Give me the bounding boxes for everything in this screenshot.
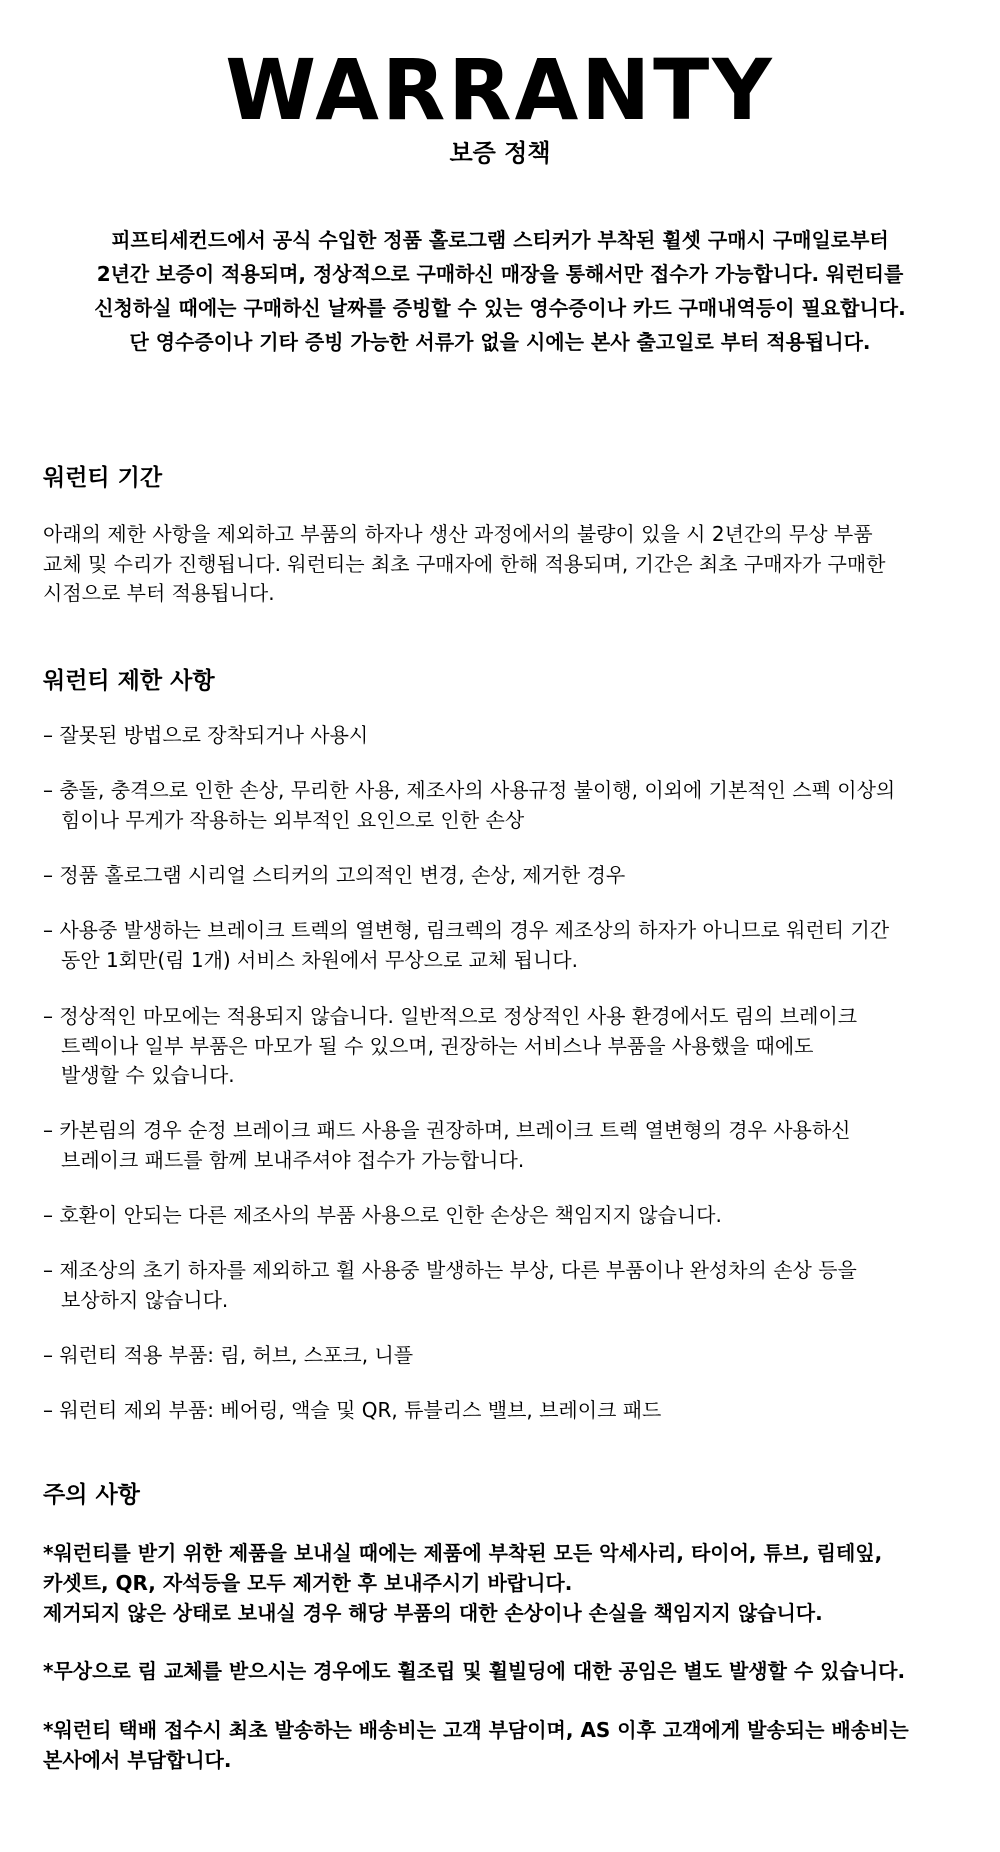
period-heading: 워런티 기간 xyxy=(43,465,163,491)
limit-line: – 사용중 발생하는 브레이크 트렉의 열변형, 림크렉의 경우 제조상의 하자가 아니므로 워런티 기간 xyxy=(43,918,890,942)
period-line: 아래의 제한 사항을 제외하고 부품의 하자나 생산 과정에서의 불량이 있을 시 2년간의 무상 부품 xyxy=(43,522,873,546)
intro-line: 2년간 보증이 적용되며, 정상적으로 구매하신 매장을 통해서만 접수가 가능합니다. 워런티를 xyxy=(96,262,904,286)
caution-note xyxy=(43,1715,909,1775)
intro-line: 신청하실 때에는 구매하신 날짜를 증빙할 수 있는 영수증이나 카드 구매내역등이 필요합니다. xyxy=(94,296,906,320)
limit-line: – 카본림의 경우 순정 브레이크 패드 사용을 권장하며, 브레이크 트렉 열변형의 경우 사용하신 xyxy=(43,1118,851,1142)
limit-line: – 잘못된 방법으로 장착되거나 사용시 xyxy=(43,723,369,747)
limit-line: – 워런티 적용 부품: 림, 허브, 스포크, 니플 xyxy=(43,1343,414,1367)
period-line: 교체 및 수리가 진행됩니다. 워런티는 최초 구매자에 한해 적용되며, 기간은 최초 구매자가 구매한 xyxy=(43,551,886,576)
limit-line: 트렉이나 일부 부품은 마모가 될 수 있으며, 권장하는 서비스나 부품을 사용했을 때에도 xyxy=(61,1033,814,1058)
limit-line: – 워런티 제외 부품: 베어링, 액슬 및 QR, 튜블리스 밸브, 브레이크 패드 xyxy=(43,1398,662,1422)
limit-item xyxy=(43,916,889,975)
intro-line: 피프티세컨드에서 공식 수입한 정품 홀로그램 스티커가 부착된 휠셋 구매시 구매일로부터 xyxy=(111,228,889,252)
intro-paragraph xyxy=(40,223,960,359)
limit-item xyxy=(43,776,895,835)
intro-line: 단 영수증이나 기타 증빙 가능한 서류가 없을 시에는 본사 출고일로 부터 적용됩니다. xyxy=(129,330,871,354)
caution-heading: 주의 사항 xyxy=(43,1482,140,1508)
period-body xyxy=(43,520,983,609)
caution-note xyxy=(43,1656,905,1686)
limits-heading: 워런티 제한 사항 xyxy=(43,668,215,694)
page-title: WARRANTY xyxy=(225,41,775,139)
period-section xyxy=(43,463,983,493)
caution-line: 제거되지 않은 상태로 보내실 경우 해당 부품의 대한 손상이나 손실을 책임지지 않습니다. xyxy=(43,1601,823,1625)
limit-line: 힘이나 무게가 작용하는 외부적인 요인으로 인한 손상 xyxy=(61,807,525,832)
caution-note xyxy=(43,1538,882,1628)
period-line: 시점으로 부터 적용됩니다. xyxy=(43,581,275,605)
limit-item xyxy=(43,721,368,751)
limit-line: 브레이크 패드를 함께 보내주셔야 접수가 가능합니다. xyxy=(61,1147,525,1172)
limit-item xyxy=(43,1116,851,1175)
limit-item xyxy=(43,861,625,891)
limit-line: 동안 1회만(림 1개) 서비스 차원에서 무상으로 교체 됩니다. xyxy=(61,947,578,972)
caution-section xyxy=(43,1480,983,1510)
limit-item xyxy=(43,1396,661,1426)
limit-item xyxy=(43,1341,413,1371)
limit-line: 발생할 수 있습니다. xyxy=(61,1063,235,1087)
page-subtitle: 보증 정책 xyxy=(449,139,551,167)
caution-line: 카셋트, QR, 자석등을 모두 제거한 후 보내주시기 바랍니다. xyxy=(43,1571,573,1595)
limit-line: 보상하지 않습니다. xyxy=(61,1287,229,1312)
limit-line: – 호환이 안되는 다른 제조사의 부품 사용으로 인한 손상은 책임지지 않습니다. xyxy=(43,1203,722,1227)
limit-item xyxy=(43,1201,722,1231)
limit-line: – 정품 홀로그램 시리얼 스티커의 고의적인 변경, 손상, 제거한 경우 xyxy=(43,863,626,887)
limit-line: – 충돌, 충격으로 인한 손상, 무리한 사용, 제조사의 사용규정 불이행, 이외에 기본적인 스펙 이상의 xyxy=(43,778,896,802)
caution-line: 본사에서 부담합니다. xyxy=(43,1748,232,1772)
caution-line: *무상으로 림 교체를 받으시는 경우에도 휠조립 및 휠빌딩에 대한 공임은 별도 발생할 수 있습니다. xyxy=(43,1659,906,1683)
limit-line: – 정상적인 마모에는 적용되지 않습니다. 일반적으로 정상적인 사용 환경에서도 림의 브레이크 xyxy=(43,1004,858,1028)
limit-item xyxy=(43,1002,857,1091)
limits-section xyxy=(43,666,983,696)
limit-item xyxy=(43,1256,857,1315)
caution-line: *워런티 택배 접수시 최초 발송하는 배송비는 고객 부담이며, AS 이후 고객에게 발송되는 배송비는 xyxy=(43,1718,909,1742)
caution-line: *워런티를 받기 위한 제품을 보내실 때에는 제품에 부착된 모든 악세사리, 타이어, 튜브, 림테잎, xyxy=(43,1541,883,1565)
limit-line: – 제조상의 초기 하자를 제외하고 휠 사용중 발생하는 부상, 다른 부품이나 완성차의 손상 등을 xyxy=(43,1258,857,1282)
